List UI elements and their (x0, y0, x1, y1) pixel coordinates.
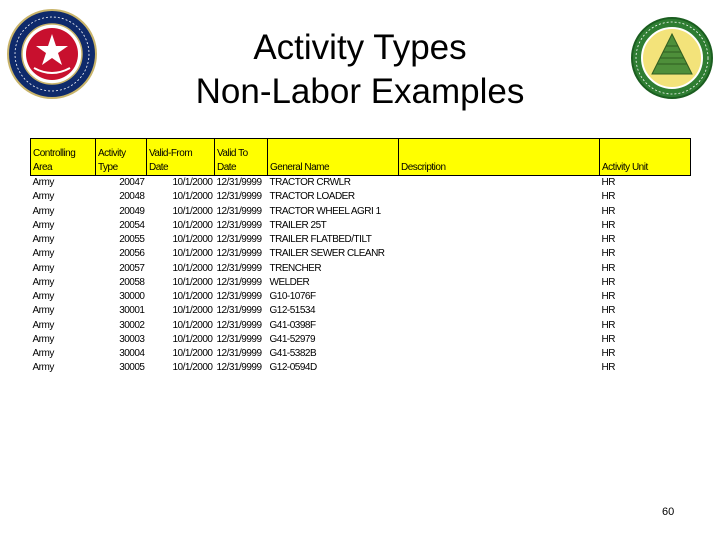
description-cell (399, 262, 600, 276)
table-row (31, 333, 691, 347)
header-valid-from-date: Valid-From Date (147, 139, 215, 176)
table-row (31, 304, 691, 318)
activity-type-cell: 20058 (119, 276, 145, 288)
general-name-cell: TRACTOR LOADER (269, 191, 355, 203)
controlling-area-cell: Army (32, 191, 54, 203)
activity-type-cell: 30003 (119, 333, 145, 345)
controlling-area-cell: Army (32, 319, 54, 331)
description-cell (399, 176, 600, 191)
valid-from-cell: 10/1/2000 (172, 319, 213, 331)
activity-type-cell: 30005 (119, 362, 145, 374)
slide-title (120, 26, 600, 114)
general-name-cell: TRACTOR WHEEL AGRI 1 (269, 205, 381, 217)
general-name-cell: WELDER (269, 276, 310, 288)
description-cell (399, 247, 600, 261)
activity-unit-cell: HR (601, 362, 615, 374)
valid-from-cell: 10/1/2000 (172, 219, 213, 231)
controlling-area-cell: Army (32, 248, 54, 260)
description-cell (399, 304, 600, 318)
general-name-cell: TRAILER FLATBED/TILT (269, 234, 372, 245)
valid-from-cell: 10/1/2000 (172, 262, 213, 274)
valid-from-cell: 10/1/2000 (172, 205, 213, 217)
general-name-cell: G41-0398F (269, 319, 316, 331)
description-cell (399, 205, 600, 219)
header-activity-unit: Activity Unit (600, 139, 691, 176)
activity-type-cell: 30004 (119, 348, 145, 359)
controlling-area-cell: Army (32, 291, 54, 302)
general-name-cell: TRACTOR CRWLR (269, 177, 351, 188)
valid-from-cell: 10/1/2000 (172, 348, 213, 359)
table-row (31, 176, 691, 191)
activity-unit-cell: HR (601, 333, 615, 345)
general-name-cell: G12-0594D (269, 362, 317, 374)
controlling-area-cell: Army (32, 305, 54, 317)
activity-unit-cell: HR (601, 205, 615, 217)
table-row (31, 219, 691, 233)
valid-to-cell: 12/31/9999 (216, 205, 262, 217)
activity-type-cell: 20057 (119, 262, 145, 274)
activity-unit-cell: HR (601, 319, 615, 331)
activity-type-cell: 20048 (119, 191, 145, 203)
activity-type-cell: 20054 (119, 219, 145, 231)
valid-to-cell: 12/31/9999 (216, 262, 262, 274)
general-name-cell: G41-5382B (269, 348, 317, 359)
valid-to-cell: 12/31/9999 (216, 177, 262, 188)
controlling-area-cell: Army (32, 348, 54, 359)
general-name-cell: G12-51534 (269, 305, 316, 317)
activity-unit-cell: HR (601, 248, 615, 260)
description-cell (399, 333, 600, 347)
general-name-cell: TRENCHER (269, 262, 322, 274)
valid-to-cell: 12/31/9999 (216, 333, 262, 345)
activity-type-cell: 20055 (119, 234, 145, 245)
activity-unit-cell: HR (601, 262, 615, 274)
description-cell (399, 319, 600, 333)
valid-from-cell: 10/1/2000 (172, 177, 213, 188)
table-row (31, 319, 691, 333)
general-name-cell: TRAILER SEWER CLEANR (269, 248, 385, 260)
valid-to-cell: 12/31/9999 (216, 291, 262, 302)
activity-unit-cell: HR (601, 191, 615, 203)
controlling-area-cell: Army (32, 234, 54, 245)
valid-to-cell: 12/31/9999 (216, 305, 262, 317)
valid-from-cell: 10/1/2000 (172, 191, 213, 203)
valid-to-cell: 12/31/9999 (216, 248, 262, 260)
valid-from-cell: 10/1/2000 (172, 305, 213, 317)
valid-from-cell: 10/1/2000 (172, 276, 213, 288)
valid-from-cell: 10/1/2000 (172, 248, 213, 260)
valid-from-cell: 10/1/2000 (172, 234, 213, 245)
header-general-name: General Name (268, 139, 399, 176)
valid-to-cell: 12/31/9999 (216, 219, 262, 231)
table-row (31, 347, 691, 361)
activity-unit-cell: HR (601, 177, 615, 188)
controlling-area-cell: Army (32, 333, 54, 345)
valid-to-cell: 12/31/9999 (216, 362, 262, 374)
table-header-row (31, 139, 691, 176)
general-name-cell: G41-52979 (269, 333, 316, 345)
valid-to-cell: 12/31/9999 (216, 234, 262, 245)
table-row (31, 276, 691, 290)
table-row (31, 290, 691, 304)
description-cell (399, 276, 600, 290)
activity-type-cell: 30002 (119, 319, 145, 331)
activity-unit-cell: HR (601, 291, 615, 302)
controlling-area-cell: Army (32, 177, 54, 188)
description-cell (399, 219, 600, 233)
activity-unit-cell: HR (601, 234, 615, 245)
description-cell (399, 233, 600, 247)
header-valid-to-date: Valid To Date (215, 139, 268, 176)
general-name-cell: G10-1076F (269, 291, 316, 302)
valid-to-cell: 12/31/9999 (216, 276, 262, 288)
table-row (31, 190, 691, 204)
title-line-1: Activity Types (253, 28, 467, 67)
description-cell (399, 290, 600, 304)
activity-unit-cell: HR (601, 276, 615, 288)
valid-from-cell: 10/1/2000 (172, 333, 213, 345)
table-row (31, 233, 691, 247)
valid-from-cell: 10/1/2000 (172, 362, 213, 374)
table-row (31, 247, 691, 261)
asa-seal-icon (6, 8, 98, 100)
header-activity-type: Activity Type (96, 139, 147, 176)
activity-types-table (30, 138, 691, 376)
description-cell (399, 190, 600, 204)
description-cell (399, 347, 600, 361)
valid-from-cell: 10/1/2000 (172, 291, 213, 302)
activity-unit-cell: HR (601, 219, 615, 231)
valid-to-cell: 12/31/9999 (216, 191, 262, 203)
activity-type-cell: 20047 (119, 177, 145, 188)
activity-unit-cell: HR (601, 305, 615, 317)
valid-to-cell: 12/31/9999 (216, 348, 262, 359)
title-line-2: Non-Labor Examples (195, 72, 525, 111)
controlling-area-cell: Army (32, 205, 54, 217)
controlling-area-cell: Army (32, 276, 54, 288)
activity-type-cell: 30001 (119, 305, 145, 317)
header-controlling-area: Controlling Area (31, 139, 96, 176)
activity-type-cell: 30000 (119, 291, 145, 302)
activity-type-cell: 20049 (119, 205, 145, 217)
general-name-cell: TRAILER 25T (269, 219, 327, 231)
controlling-area-cell: Army (32, 219, 54, 231)
army-finance-seal-icon (626, 12, 718, 104)
activity-unit-cell: HR (601, 348, 615, 359)
page-number: 60 (662, 506, 675, 518)
activity-type-cell: 20056 (119, 248, 145, 260)
description-cell (399, 361, 600, 375)
controlling-area-cell: Army (32, 262, 54, 274)
header-description: Description (399, 139, 600, 176)
controlling-area-cell: Army (32, 362, 54, 374)
table-row (31, 262, 691, 276)
table-row (31, 205, 691, 219)
valid-to-cell: 12/31/9999 (216, 319, 262, 331)
table-row (31, 361, 691, 375)
